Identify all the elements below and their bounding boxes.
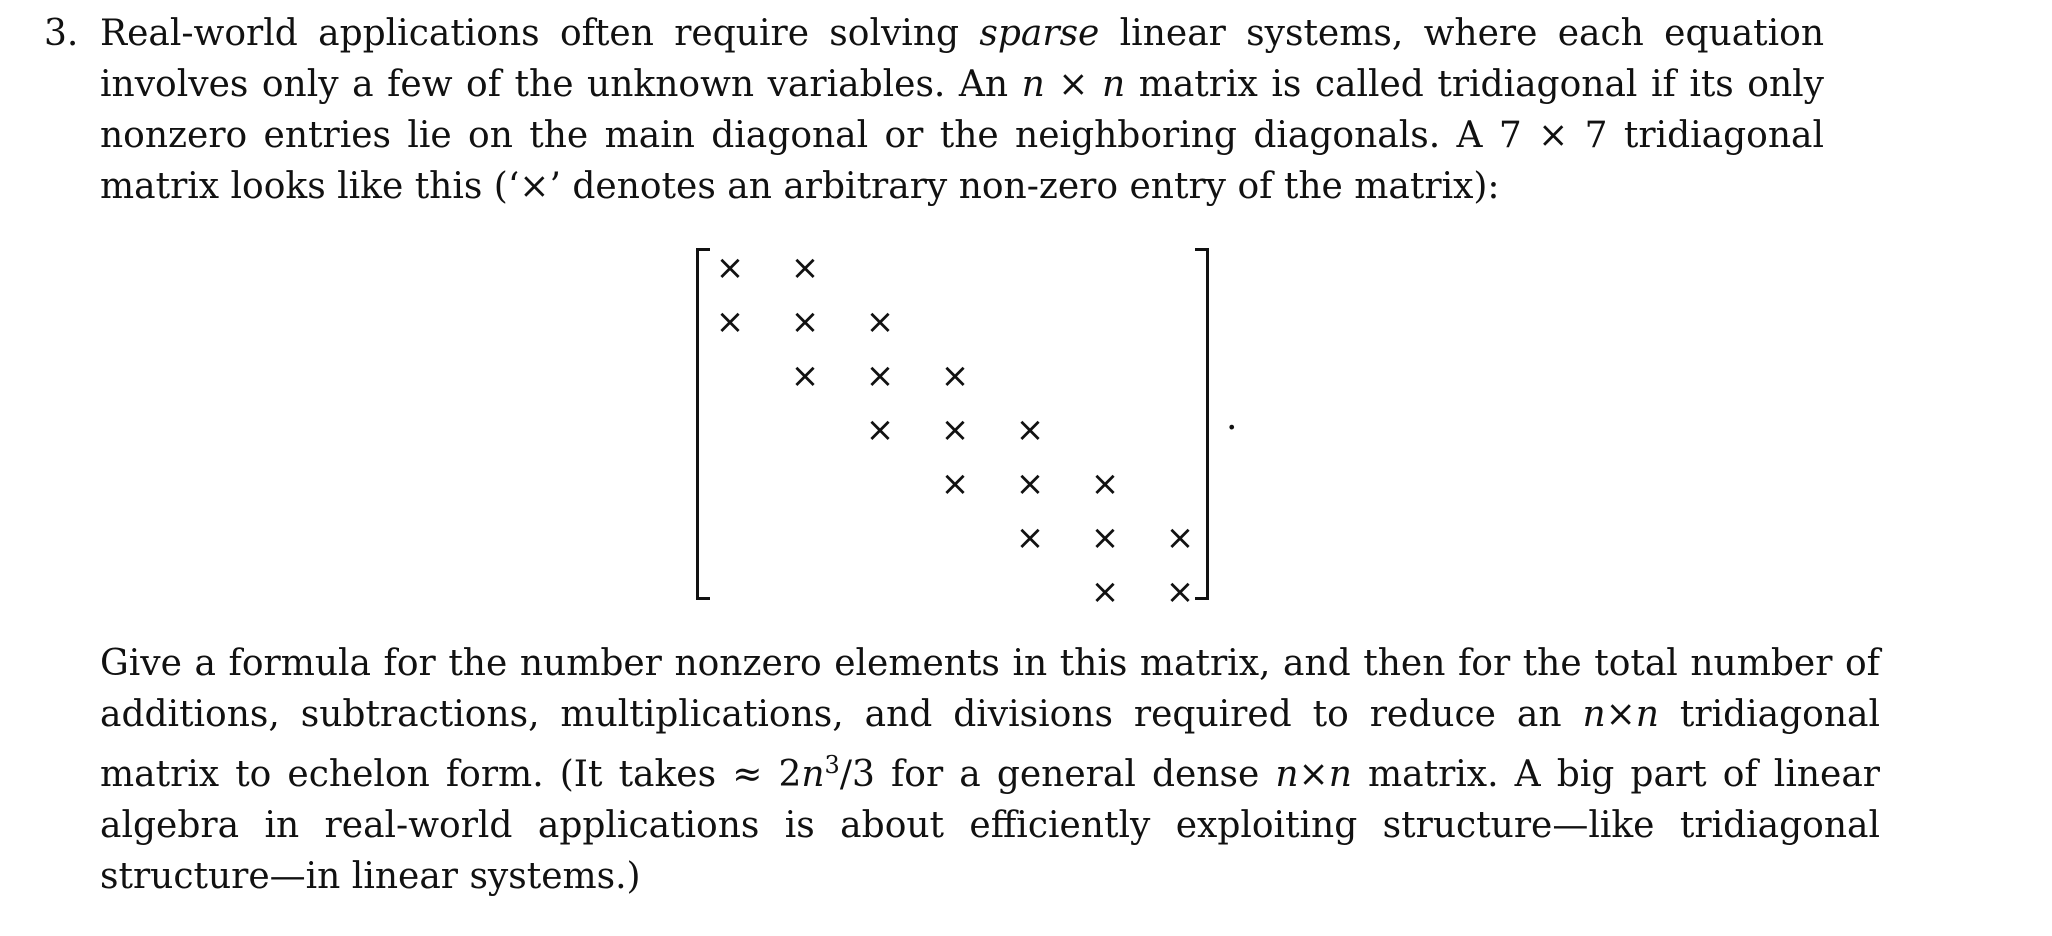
matrix-entry-r5-c4: × — [940, 464, 970, 504]
matrix-entry-r2-c1: × — [715, 302, 745, 342]
problem-intro-paragraph — [100, 8, 1824, 212]
matrix-entry-r7-c6: × — [1090, 572, 1120, 612]
math-times: × — [1044, 64, 1102, 105]
math-n: n — [1635, 694, 1659, 735]
tridiagonal-matrix — [690, 248, 1238, 612]
math-n: n — [801, 754, 825, 795]
matrix-entry-r4-c3: × — [865, 410, 895, 450]
question-text-2: tridiagonal matrix to echelon form. (It takes ≈ 2 — [100, 694, 1881, 795]
intro-emphasis-sparse: sparse — [979, 13, 1100, 54]
matrix-entry-r7-c7: × — [1165, 572, 1195, 612]
matrix-entry-r6-c5: × — [1015, 518, 1045, 558]
matrix-entry-r2-c3: × — [865, 302, 895, 342]
matrix-entry-r6-c6: × — [1090, 518, 1120, 558]
question-text-3: /3 for a general dense — [839, 754, 1276, 795]
matrix-entry-r3-c4: × — [940, 356, 970, 396]
matrix-entry-r5-c6: × — [1090, 464, 1120, 504]
matrix-entry-r5-c5: × — [1015, 464, 1045, 504]
math-times: × — [1605, 694, 1636, 735]
math-n: n — [1328, 754, 1352, 795]
problem-3 — [44, 8, 1824, 212]
math-exponent: 3 — [824, 751, 840, 779]
matrix-entry-r4-c4: × — [940, 410, 970, 450]
intro-text-1: Real-world applications often require solving — [100, 13, 980, 54]
problem-number: 3. — [44, 13, 79, 54]
matrix-entry-r4-c5: × — [1015, 410, 1045, 450]
intro-text-2: linear systems, where each equation involves only a few of the unknown variables. An — [100, 13, 1825, 105]
matrix-entry-r3-c2: × — [790, 356, 820, 396]
matrix-entry-r6-c7: × — [1165, 518, 1195, 558]
matrix-entry-r1-c1: × — [715, 248, 745, 288]
problem-question-paragraph — [100, 638, 1880, 902]
math-n: n — [1582, 694, 1606, 735]
matrix-entry-r2-c2: × — [790, 302, 820, 342]
matrix-entry-r1-c2: × — [790, 248, 820, 288]
math-n: n — [1275, 754, 1299, 795]
matrix-left-bracket — [696, 248, 710, 600]
matrix-period: . — [1226, 397, 1238, 438]
math-times: × — [1298, 754, 1329, 795]
matrix-entry-r3-c3: × — [865, 356, 895, 396]
intro-text-3: matrix is called tridiagonal if its only nonzero entries lie on the main diagonal or the neighboring diagonals. A 7 × 7 tridiagonal matrix looks like this (‘×’ denotes an arbitrary non-zero entry of the matrix): — [100, 64, 1825, 207]
question-text-1: Give a formula for the number nonzero elements in this matrix, and then for the total number of additions, subtractions, multiplications, and divisions required to reduce an — [100, 643, 1880, 735]
math-n: n — [1021, 64, 1045, 105]
math-n: n — [1102, 64, 1126, 105]
question-text-4: matrix. A big part of linear algebra in real-world applications is about efficiently exploiting structure—like tridiagonal structure—in linear systems.) — [100, 754, 1880, 897]
